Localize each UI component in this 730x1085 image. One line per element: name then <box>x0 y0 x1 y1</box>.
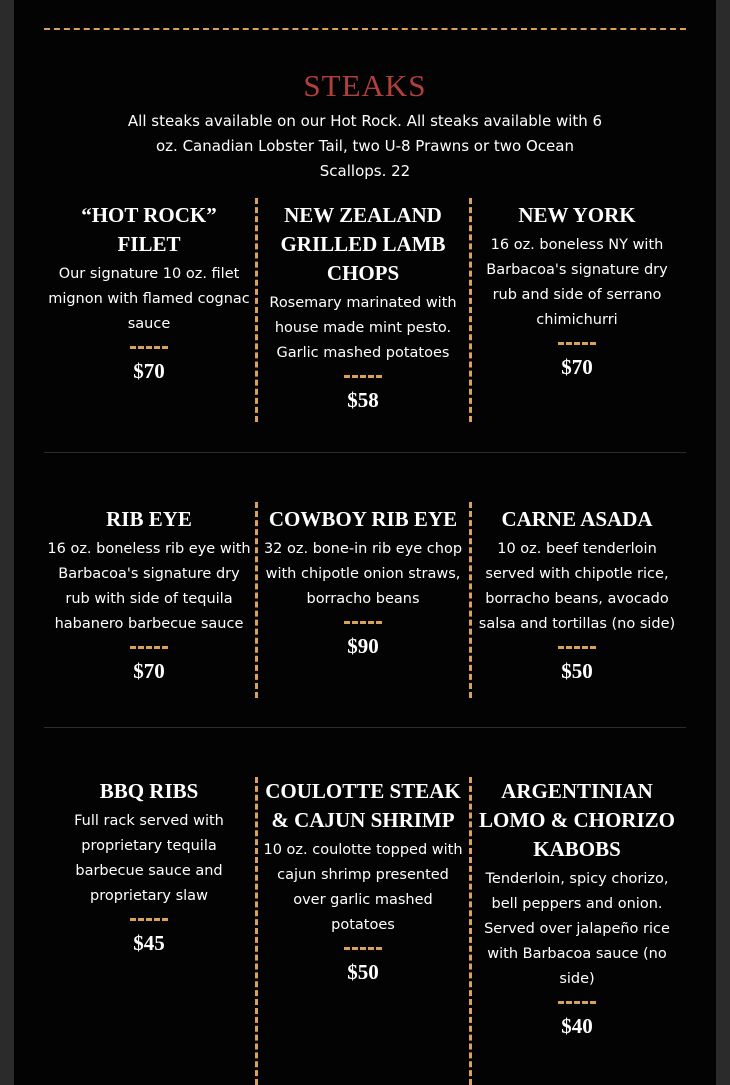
item-description: Tenderloin, spicy chorizo, bell peppers and onion. Served over jalapeño rice with Barbacoa sauce (no side) <box>484 871 670 987</box>
item-description: Our signature 10 oz. filet mignon with flamed cognac sauce <box>48 266 250 332</box>
menu-item <box>47 777 251 957</box>
menu-page <box>14 0 716 1085</box>
item-dashed-separator <box>558 342 596 345</box>
menu-item <box>261 502 465 660</box>
item-description: Rosemary marinated with house made mint pesto. Garlic mashed potatoes <box>269 295 457 361</box>
menu-row-2 <box>44 502 686 698</box>
item-description: 16 oz. boneless NY with Barbacoa's signature dry rub and side of serrano chimichurri <box>486 237 668 328</box>
item-price: $45 <box>133 931 165 955</box>
item-dashed-separator <box>344 947 382 950</box>
item-dashed-separator <box>558 646 596 649</box>
item-name: COWBOY RIB EYE <box>268 507 458 531</box>
item-description: 10 oz. coulotte topped with cajun shrimp presented over garlic mashed potatoes <box>263 842 463 933</box>
top-dashed-divider <box>44 28 686 30</box>
section-intro: All steaks available on our Hot Rock. All steaks available with 6 oz. Canadian Lobster Tail, two U-8 Prawns or two Ocean Scallops. 22 <box>127 112 603 180</box>
item-price: $70 <box>133 359 165 383</box>
item-price: $58 <box>347 388 379 412</box>
menu-item <box>261 198 465 414</box>
item-dashed-separator <box>344 621 382 624</box>
menu-item <box>261 777 465 986</box>
menu-item <box>47 198 251 385</box>
item-dashed-separator <box>344 375 382 378</box>
item-name: BBQ RIBS <box>99 779 199 803</box>
column-dashed-divider <box>469 502 472 698</box>
item-name: NEW ZEALAND GRILLED LAMB CHOPS <box>280 203 446 285</box>
section-title: STEAKS <box>303 68 427 103</box>
item-name: NEW YORK <box>518 203 636 227</box>
column-dashed-divider <box>469 198 472 422</box>
item-name: RIB EYE <box>106 507 192 531</box>
menu-item <box>475 777 679 1040</box>
menu-item <box>47 502 251 685</box>
menu-row-1 <box>44 198 686 422</box>
column-dashed-divider <box>469 777 472 1085</box>
item-price: $70 <box>561 355 593 379</box>
item-price: $40 <box>561 1014 593 1038</box>
item-price: $90 <box>347 634 379 658</box>
item-dashed-separator <box>130 646 168 649</box>
column-dashed-divider <box>255 777 258 1085</box>
menu-item <box>475 198 679 381</box>
column-dashed-divider <box>255 198 258 422</box>
item-description: 32 oz. bone-in rib eye chop with chipotle onion straws, borracho beans <box>263 541 463 607</box>
item-price: $70 <box>133 659 165 683</box>
item-name: “HOT ROCK” FILET <box>81 203 217 256</box>
item-price: $50 <box>561 659 593 683</box>
item-dashed-separator <box>130 918 168 921</box>
row-divider <box>44 727 686 728</box>
item-name: ARGENTINIAN LOMO & CHORIZO KABOBS <box>478 779 675 861</box>
item-name: COULOTTE STEAK & CAJUN SHRIMP <box>265 779 461 832</box>
row-divider <box>44 452 686 453</box>
item-description: 16 oz. boneless rib eye with Barbacoa's signature dry rub with side of tequila habanero barbecue sauce <box>47 541 251 632</box>
item-dashed-separator <box>558 1001 596 1004</box>
column-dashed-divider <box>255 502 258 698</box>
item-name: CARNE ASADA <box>501 507 653 531</box>
item-price: $50 <box>347 960 379 984</box>
item-dashed-separator <box>130 346 168 349</box>
menu-item <box>475 502 679 685</box>
item-description: 10 oz. beef tenderloin served with chipotle rice, borracho beans, avocado salsa and tortillas (no side) <box>478 541 676 632</box>
menu-row-3 <box>44 777 686 1085</box>
item-description: Full rack served with proprietary tequila barbecue sauce and proprietary slaw <box>74 813 224 904</box>
